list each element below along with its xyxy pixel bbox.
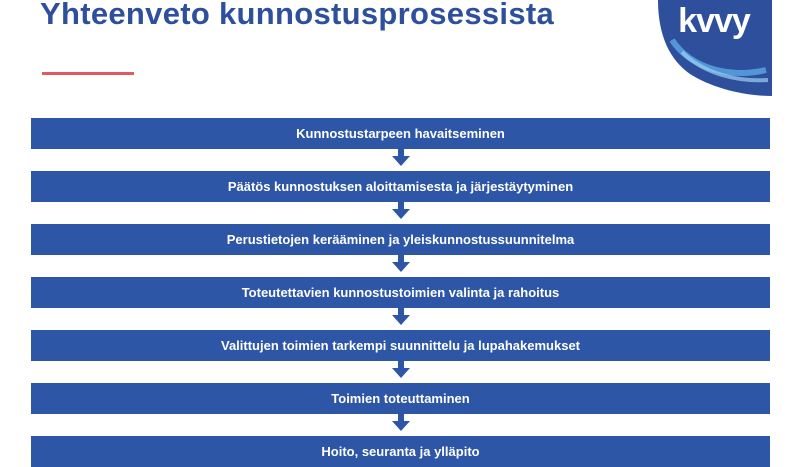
step-label: Päätös kunnostuksen aloittamisesta ja järjestäytyminen	[227, 179, 574, 194]
step-label: Hoito, seuranta ja ylläpito	[321, 444, 480, 459]
down-arrow-icon	[392, 149, 410, 166]
down-arrow-icon	[392, 414, 410, 431]
step-label: Perustietojen kerääminen ja yleiskunnostussuunnitelma	[226, 232, 575, 247]
process-step-6	[31, 383, 770, 414]
down-arrow-icon	[392, 202, 410, 219]
step-label: Kunnostustarpeen havaitseminen	[296, 126, 505, 141]
down-arrow-icon	[392, 308, 410, 325]
step-label: Valittujen toimien tarkempi suunnittelu ja lupahakemukset	[220, 338, 581, 353]
down-arrow-icon	[392, 361, 410, 378]
process-flow	[31, 118, 770, 467]
process-step-3	[31, 224, 770, 255]
slide-title: Yhteenveto kunnostusprosessista	[40, 0, 555, 31]
step-label: Toteutettavien kunnostustoimien valinta ja rahoitus	[241, 285, 560, 300]
title-accent-line	[42, 72, 134, 75]
kvvy-logo	[652, 0, 772, 96]
down-arrow-icon	[392, 255, 410, 272]
process-step-1	[31, 118, 770, 149]
logo-text: kvvy	[678, 2, 750, 40]
process-step-2	[31, 171, 770, 202]
step-label: Toimien toteuttaminen	[331, 391, 470, 406]
process-step-7	[31, 436, 770, 467]
process-step-5	[31, 330, 770, 361]
process-step-4	[31, 277, 770, 308]
